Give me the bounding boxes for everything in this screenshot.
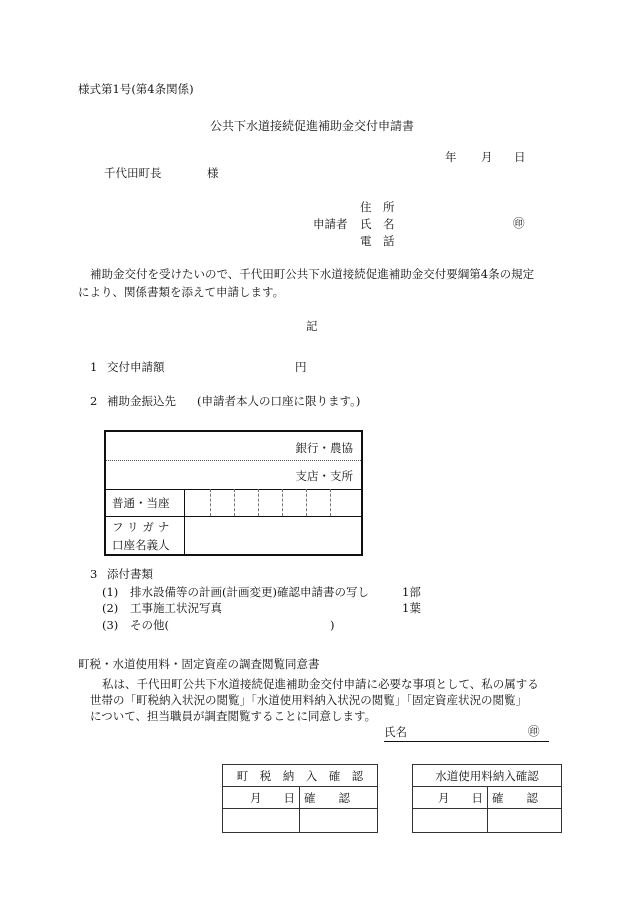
dotted-divider: [106, 460, 361, 461]
water-day-label: 日: [471, 790, 483, 805]
divider: [106, 516, 361, 517]
item3-number: 3: [90, 567, 98, 581]
consent-line-1: 私は、千代田町公共下水道接続促進補助金交付申請に必要な事項として、私の属する: [102, 677, 539, 691]
name-label: 氏 名: [360, 217, 395, 231]
furigana-label: フリガナ: [112, 520, 174, 534]
water-confirm-entry[interactable]: [488, 809, 562, 833]
consent-line-3: について、担当職員が調査閲覧することに同意します。: [90, 709, 377, 723]
addressee-honorific: 様: [207, 166, 219, 180]
tax-month-label: 月: [250, 790, 262, 805]
doc3-text: その他(: [130, 618, 169, 632]
consent-line-2: 世帯の「町税納入状況の閲覧」「水道使用料納入状況の閲覧」「固定資産状況の閲覧」: [90, 693, 527, 707]
doc1-qty: 1部: [402, 585, 421, 599]
doc3-close: ): [330, 618, 335, 632]
consent-title: 町税・水道使用料・固定資産の調査閲覧同意書: [78, 657, 320, 671]
tax-confirm-cell[interactable]: 確 認: [300, 787, 378, 809]
address-label: 住 所: [360, 200, 395, 214]
water-table-header: 水道使用料納入確認: [413, 765, 562, 787]
tax-confirmation-table: [222, 764, 378, 833]
doc1-text: 排水設備等の計画(計画変更)確認申請書の写し: [130, 585, 369, 599]
consent-seal: ㊞: [528, 724, 540, 738]
applicant-label: 申請者: [313, 217, 348, 231]
account-digit-divider: [330, 489, 331, 516]
date-month: 月: [481, 150, 493, 164]
body-line-1: 補助金交付を受けたいので、千代田町公共下水道接続促進補助金交付要綱第4条の規定: [90, 267, 535, 281]
account-digit-divider: [258, 489, 259, 516]
doc2-qty: 1葉: [402, 601, 421, 615]
tax-confirm-entry[interactable]: [300, 809, 378, 833]
item1-label: 交付申請額: [107, 360, 165, 374]
water-date-cell[interactable]: [413, 787, 488, 809]
doc2-number: (2): [102, 601, 119, 615]
date-day: 日: [514, 150, 526, 164]
bank-account-box: [104, 430, 363, 556]
water-confirmation-table: [412, 764, 562, 833]
item1-unit: 円: [295, 360, 307, 374]
doc2-text: 工事施工状況写真: [130, 601, 222, 615]
account-digit-divider: [306, 489, 307, 516]
tax-day-label: 日: [283, 790, 295, 805]
seal-mark: ㊞: [513, 216, 525, 230]
page-title: 公共下水道接続促進補助金交付申請書: [210, 119, 415, 133]
tax-date-cell[interactable]: [223, 787, 300, 809]
form-number: 様式第1号(第4条関係): [78, 82, 194, 96]
ki-heading: 記: [306, 319, 318, 333]
branch-name-field[interactable]: 支店・支所: [295, 469, 353, 483]
consent-name-label: 氏名: [384, 725, 407, 739]
date-year: 年: [445, 150, 457, 164]
addressee-name: 千代田町長: [104, 166, 162, 180]
doc1-number: (1): [102, 585, 119, 599]
account-digit-divider: [282, 489, 283, 516]
water-confirm-cell[interactable]: 確 認: [488, 787, 562, 809]
water-date-entry[interactable]: [413, 809, 488, 833]
account-digit-divider: [234, 489, 235, 516]
tax-table-header: 町 税 納 入 確 認: [223, 765, 378, 787]
phone-label: 電 話: [360, 234, 395, 248]
item2-number: 2: [90, 394, 98, 408]
item2-note: (申請者本人の口座に限ります。): [197, 394, 361, 408]
water-month-label: 月: [438, 790, 450, 805]
divider: [184, 489, 185, 554]
account-digit-divider: [210, 489, 211, 516]
item1-number: 1: [90, 360, 98, 374]
account-type-label: 普通・当座: [112, 496, 170, 510]
account-holder-label: 口座名義人: [112, 538, 170, 552]
item3-label: 添付書類: [107, 567, 153, 581]
item2-label: 補助金振込先: [107, 394, 176, 408]
doc3-number: (3): [102, 618, 119, 632]
body-line-2: により、関係書類を添えて申請します。: [78, 285, 285, 299]
bank-name-field[interactable]: 銀行・農協: [295, 441, 353, 455]
tax-date-entry[interactable]: [223, 809, 300, 833]
signature-underline: [384, 741, 549, 742]
